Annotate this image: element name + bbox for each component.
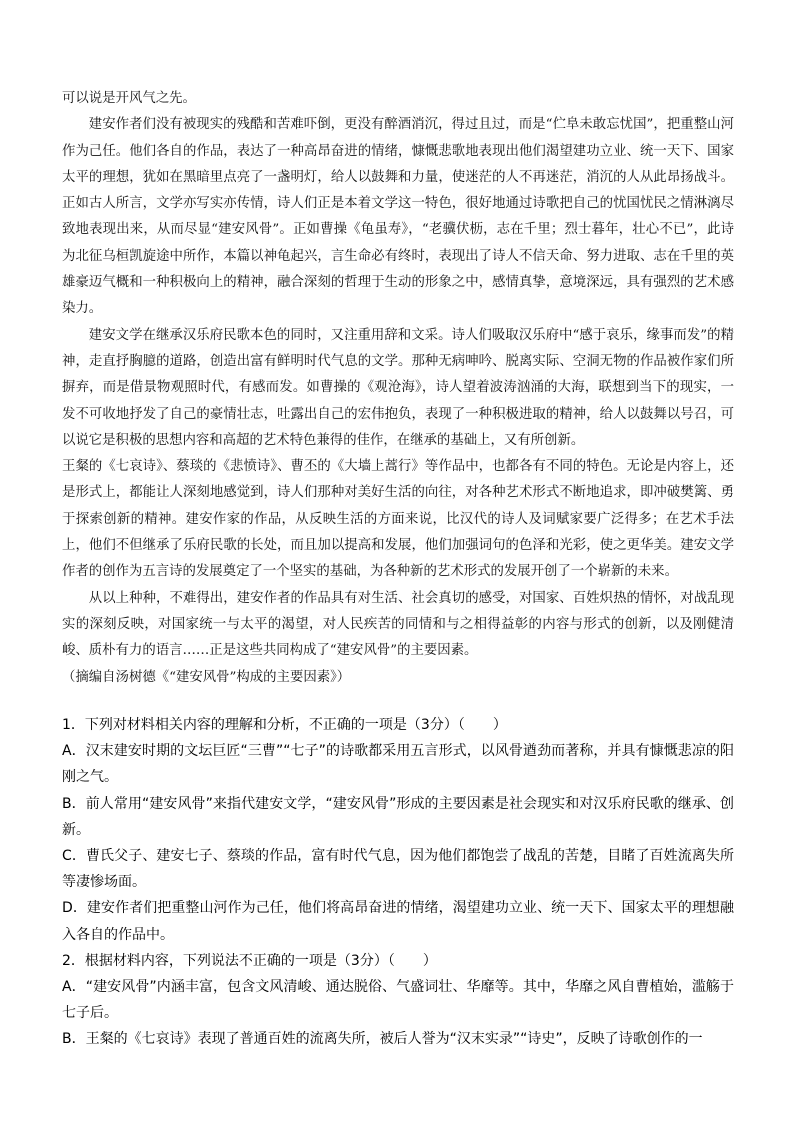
question-1-option-d: D．建安作者们把重整山河作为己任，他们将高昂奋进的情绪，渴望建功立业、统一天下、国家太平的理想融入各自的作品中。 — [62, 900, 734, 943]
question-2-option-a: A．“建安风骨”内涵丰富，包含文风清峻、通达脱俗、气盛词壮、华靡等。其中，华靡之风自曹植始，滥觞于七子后。 — [62, 979, 734, 1022]
question-1-option-c: C．曹氏父子、建安七子、蔡琰的作品，富有时代气息，因为他们都饱尝了战乱的苦楚，目睹了百姓流离失所等凄惨场面。 — [62, 848, 734, 891]
passage-paragraph: 从以上种种，不难得出，建安作者的作品具有对生活、社会真切的感受，对国家、百姓炽热的情怀，对战乱现实的深刻反映，对国家统一与太平的渴望，对人民疾苦的同情和与之相得益彰的内容与形式的创新，以及刚健清峻、质朴有力的语言……正是这些共同构成了“建安风骨”的主要因素。 — [62, 590, 734, 659]
question-1-option-b: B．前人常用“建安风骨”来指代建安文学，“建安风骨”形成的主要因素是社会现实和对汉乐府民歌的继承、创新。 — [62, 795, 734, 838]
passage-paragraph: 王粲的《七哀诗》、蔡琰的《悲愤诗》、曹丕的《大墙上蒿行》等作品中，也都各有不同的特色。无论是内容上，还是形式上，都能让人深刻地感觉到，诗人们那种对美好生活的向往，对各种艺术形式不断地追求，即冲破樊篱、勇于探索创新的精神。建安作家的作品，从反映生活的方面来说，比汉代的诗人及词赋家要广泛得多；在艺术手法上，他们不但继承了乐府民歌的长处，而且加以提高和发展，他们加强词句的色泽和光彩，使之更华美。建安文学作者的创作为五言诗的发展奠定了一个坚实的基础，为各种新的艺术形式的发展开创了一个崭新的未来。 — [62, 459, 734, 580]
question-1-stem: 1．下列对材料相关内容的理解和分析，不正确的一项是（3分）（ ） — [62, 717, 507, 733]
question-1-option-a: A．汉末建安时期的文坛巨匠“三曹”“七子”的诗歌都采用五言形式，以风骨遒劲而著称，并具有慷慨悲凉的阳刚之气。 — [62, 743, 734, 786]
passage-paragraph: 建安文学在继承汉乐府民歌本色的同时，又注重用辞和文采。诗人们吸取汉乐府中“感于哀乐，缘事而发”的精神，走直抒胸臆的道路，创造出富有鲜明时代气息的文学。那种无病呻吟、脱离实际、空洞无物的作品被作家们所摒弃，而是借景物观照时代，有感而发。如曹操的《观沧海》，诗人望着波涛汹涌的大海，联想到当下的现实，一发不可收地抒发了自己的豪情壮志，吐露出自己的宏伟抱负，表现了一种积极进取的精神，给人以鼓舞以号召，可以说它是积极的思想内容和高超的艺术特色兼得的佳作，在继承的基础上，又有所创新。 — [62, 327, 734, 448]
question-2-option-b: B．王粲的《七哀诗》表现了普通百姓的流离失所，被后人誉为“汉末实录”“诗史”，反映了诗歌创作的一 — [62, 1031, 703, 1048]
passage-paragraph: 建安作者们没有被现实的残酷和苦难吓倒，更没有醉酒消沉，得过且过，而是“伫阜未敢忘忧国”，把重整山河作为己任。他们各自的作品，表达了一种高昂奋进的情绪，慷慨悲歌地表现出他们渴望建功立业、统一天下、国家太平的理想，犹如在黑暗里点亮了一盏明灯，给人以鼓舞和力量，使迷茫的人不再迷茫，消沉的人从此昂扬战斗。正如古人所言，文学亦写实亦传情，诗人们正是本着文学这一特色，很好地通过诗歌把自己的忧国忧民之情淋漓尽致地表现出来，从而尽显“建安风骨”。正如曹操《龟虽寿》，“老骥伏枥，志在千里；烈士暮年，壮心不已”，此诗为北征乌桓凯旋途中所作，本篇以神龟起兴，言生命必有终时，表现出了诗人不信天命、努力进取、志在千里的英雄豪迈气概和一种积极向上的精神，融合深刻的哲理于生动的形象之中，感情真挚，意境深远，具有强烈的艺术感染力。 — [62, 117, 734, 317]
reading-passage — [62, 86, 734, 691]
passage-source: （摘编自汤树德《“建安风骨”构成的主要因素》） — [62, 669, 351, 685]
question-2-stem: 2．根据材料内容，下列说法不正确的一项是（3分）（ ） — [62, 952, 437, 969]
passage-paragraph: 可以说是开风气之先。 — [62, 91, 196, 106]
question-section — [62, 712, 734, 1053]
